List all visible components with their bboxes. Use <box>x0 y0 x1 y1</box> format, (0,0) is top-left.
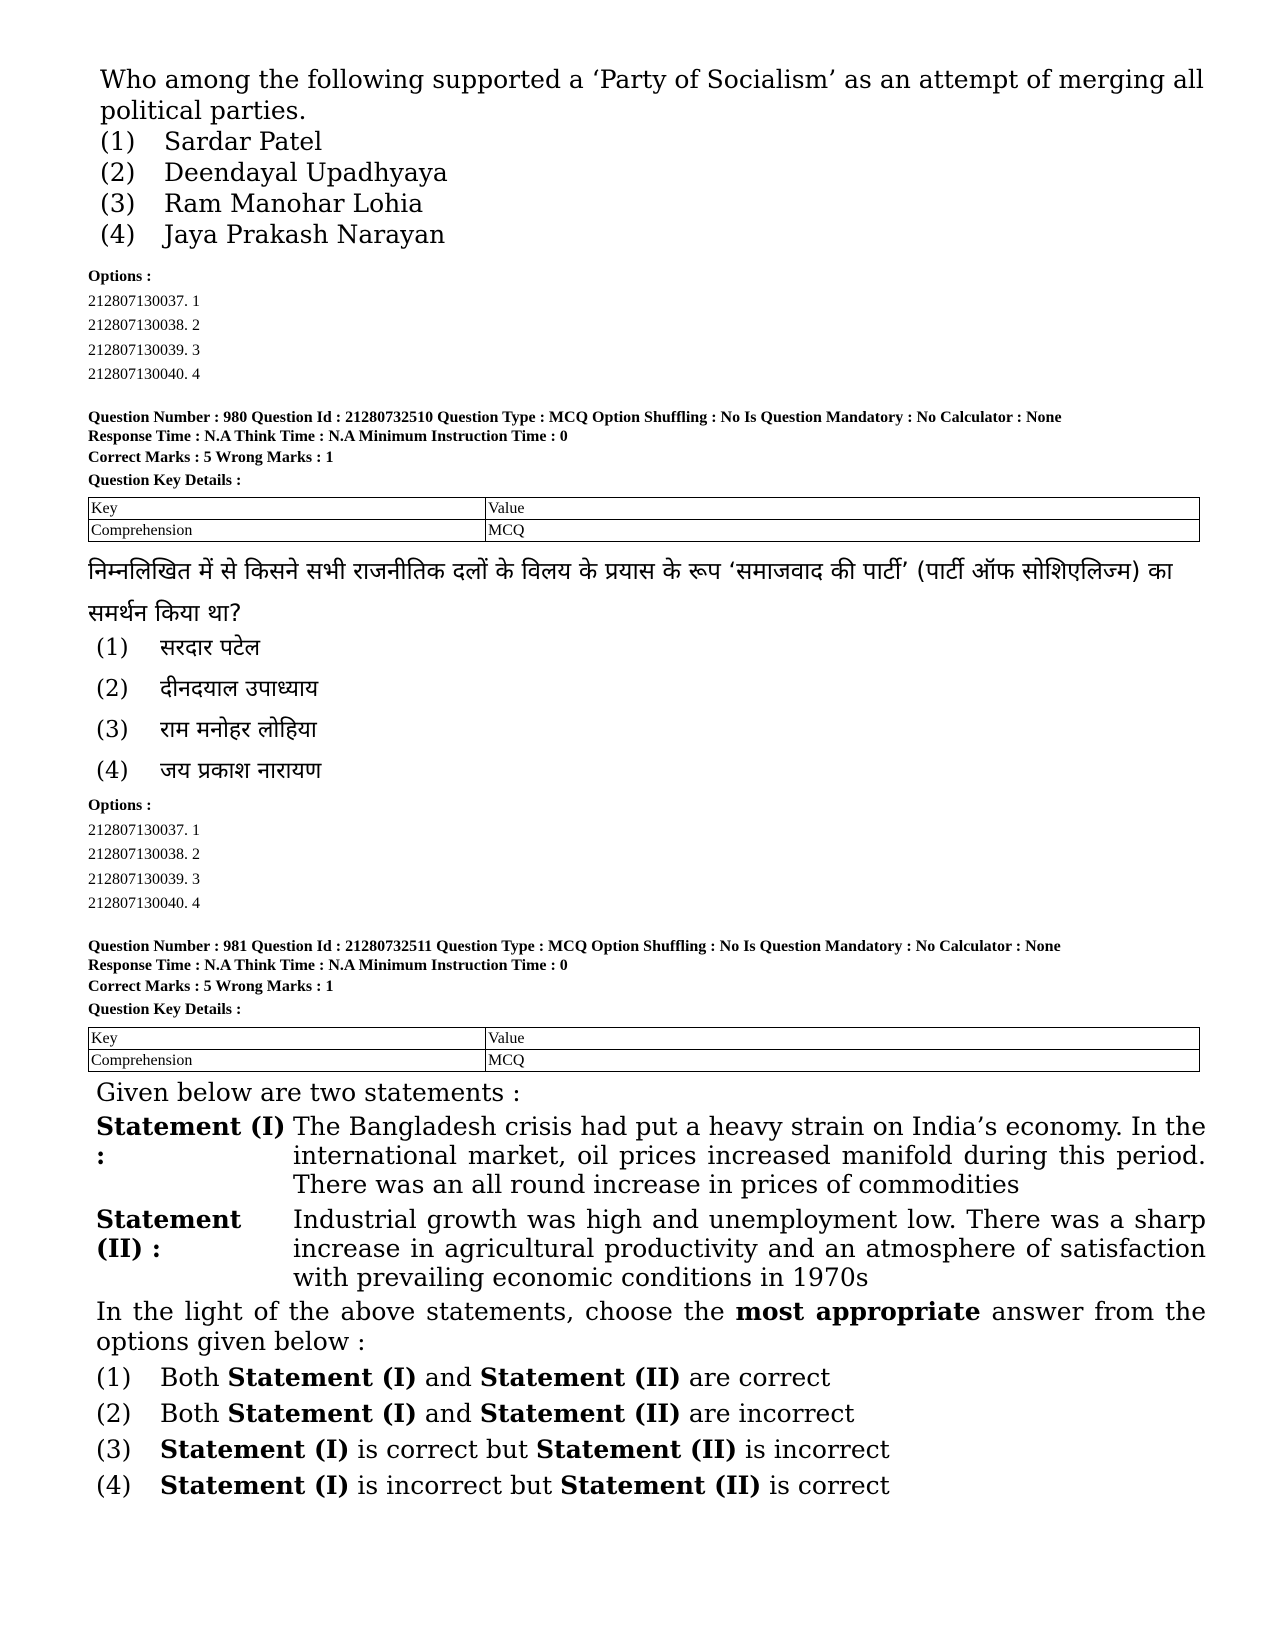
question-981-meta <box>88 937 1208 1021</box>
statement-label: Statement (I) : <box>96 1112 286 1170</box>
option-text: Jaya Prakash Narayan <box>164 220 446 249</box>
option-id: 212807130037. 1 <box>88 821 200 839</box>
option-number: (3) <box>100 189 136 218</box>
option-row <box>96 628 321 669</box>
table-row <box>89 1028 1200 1050</box>
option-fragment-bold: Statement (I) <box>227 1399 417 1428</box>
question-981-instruction <box>96 1297 1206 1357</box>
table-cell-key: Comprehension <box>89 1050 486 1072</box>
option-fragment-bold: Statement (II) <box>479 1399 681 1428</box>
meta-line: Response Time : N.A Think Time : N.A Minimum Instruction Time : 0 <box>88 428 568 445</box>
instruction-text: In the light of the above statements, choose the <box>96 1297 725 1326</box>
question-key-table <box>88 1027 1200 1072</box>
table-row <box>89 1050 1200 1072</box>
key-details-label: Question Key Details : <box>88 1001 242 1018</box>
option-row <box>100 157 1220 188</box>
statement-text: Industrial growth was high and unemployment low. There was a sharp increase in agricultural productivity and an atmosphere of satisfaction with prevailing economic conditions in 1970s <box>293 1205 1206 1292</box>
statement-label: Statement (II) : <box>96 1205 242 1263</box>
option-fragment-bold: Statement (I) <box>227 1363 417 1392</box>
table-cell-value: MCQ <box>486 520 1200 542</box>
option-row <box>96 710 321 751</box>
table-cell-value: MCQ <box>486 1050 1200 1072</box>
option-row <box>96 1432 1206 1468</box>
option-text: सरदार पटेल <box>160 635 261 661</box>
option-fragment: is incorrect but <box>357 1471 553 1500</box>
option-text <box>160 1432 890 1468</box>
option-number: (3) <box>96 717 129 743</box>
option-row <box>96 1360 1206 1396</box>
option-id: 212807130038. 2 <box>88 846 200 863</box>
option-fragment: is correct <box>769 1471 890 1500</box>
option-fragment: and <box>424 1363 472 1392</box>
table-header-key: Key <box>89 1028 486 1050</box>
option-number: (3) <box>96 1435 132 1464</box>
option-text <box>160 1468 890 1504</box>
option-row <box>96 751 321 792</box>
table-row <box>89 520 1200 542</box>
option-id: 212807130039. 3 <box>88 870 200 888</box>
option-number: (2) <box>96 676 129 702</box>
option-id: 212807130039. 3 <box>88 341 200 359</box>
option-fragment: are correct <box>688 1363 831 1392</box>
option-number: (4) <box>96 758 129 784</box>
option-id: 212807130040. 4 <box>88 366 200 383</box>
option-fragment-bold: Statement (II) <box>560 1471 762 1500</box>
option-fragment: are incorrect <box>688 1399 855 1428</box>
option-fragment: and <box>424 1399 472 1428</box>
option-id: 212807130038. 2 <box>88 317 200 334</box>
option-number: (1) <box>100 127 136 156</box>
meta-line: Question Number : 981 Question Id : 21280732511 Question Type : MCQ Option Shuffling : No Is Question Mandatory : No Calculator : None <box>88 938 1061 955</box>
option-number: (1) <box>96 1363 132 1392</box>
question-text: Who among the following supported a ‘Party of Socialism’ as an attempt of merging all political parties. <box>100 65 1204 125</box>
statement-text: The Bangladesh crisis had put a heavy strain on India’s economy. In the international market, oil prices increased manifold during this period. There was an all round increase in prices of commodities <box>293 1112 1206 1199</box>
question-980-meta <box>88 408 1208 492</box>
marks: Correct Marks : 5 Wrong Marks : 1 <box>88 449 334 466</box>
option-number: (1) <box>96 635 129 661</box>
option-row <box>100 219 1220 250</box>
option-number: (4) <box>100 220 136 249</box>
option-fragment: Both <box>160 1399 220 1428</box>
question-981-options <box>96 1360 1206 1504</box>
option-fragment-bold: Statement (I) <box>160 1471 350 1500</box>
option-text <box>160 1396 854 1432</box>
table-header-value: Value <box>486 1028 1200 1050</box>
option-fragment: is correct but <box>357 1435 529 1464</box>
options-header: Options : <box>88 797 152 814</box>
statement-1 <box>96 1112 1206 1199</box>
option-row <box>100 188 1220 219</box>
option-text: दीनदयाल उपाध्याय <box>160 676 319 702</box>
table-cell-key: Comprehension <box>89 520 486 542</box>
instruction-emphasis: most appropriate <box>735 1297 981 1326</box>
option-row <box>100 126 1220 157</box>
option-row <box>96 1468 1206 1504</box>
option-number: (2) <box>96 1399 132 1428</box>
option-number: (4) <box>96 1471 132 1500</box>
option-row <box>96 669 321 710</box>
option-row <box>96 1396 1206 1432</box>
option-text <box>160 1360 830 1396</box>
option-fragment-bold: Statement (I) <box>160 1435 350 1464</box>
table-header-value: Value <box>486 498 1200 520</box>
option-fragment-bold: Statement (II) <box>479 1363 681 1392</box>
marks: Correct Marks : 5 Wrong Marks : 1 <box>88 978 334 995</box>
option-fragment: is incorrect <box>745 1435 890 1464</box>
option-id: 212807130040. 4 <box>88 895 200 912</box>
option-fragment: Both <box>160 1363 220 1392</box>
option-id: 212807130037. 1 <box>88 292 200 310</box>
table-header-key: Key <box>89 498 486 520</box>
hindi-options <box>96 628 321 792</box>
option-id-list <box>88 794 200 917</box>
option-text: Sardar Patel <box>164 127 323 156</box>
option-id-list <box>88 265 200 388</box>
statements <box>96 1112 1206 1298</box>
option-text: Deendayal Upadhyaya <box>164 158 448 187</box>
meta-line: Question Number : 980 Question Id : 21280732510 Question Type : MCQ Option Shuffling : No Is Question Mandatory : No Calculator : None <box>88 409 1062 426</box>
option-text: Ram Manohar Lohia <box>164 189 424 218</box>
option-fragment-bold: Statement (II) <box>535 1435 738 1464</box>
question-979-english <box>100 64 1220 250</box>
option-text: राम मनोहर लोहिया <box>160 717 317 743</box>
instruction-text: answer from the options given below : <box>96 1297 1206 1356</box>
table-row <box>89 498 1200 520</box>
question-981-intro: Given below are two statements : <box>96 1078 521 1107</box>
meta-line: Response Time : N.A Think Time : N.A Minimum Instruction Time : 0 <box>88 957 568 974</box>
option-text: जय प्रकाश नारायण <box>160 758 322 784</box>
question-980-hindi: निम्नलिखित में से किसने सभी राजनीतिक दलों के विलय के प्रयास के रूप ‘समाजवाद की पार्टी’ (पार्टी ऑफ सोशिएलिज्म) का समर्थन किया था? <box>88 557 1173 627</box>
key-details-label: Question Key Details : <box>88 472 242 489</box>
options-header: Options : <box>88 268 152 285</box>
option-number: (2) <box>100 158 136 187</box>
question-key-table <box>88 497 1200 542</box>
statement-2 <box>96 1205 1206 1292</box>
